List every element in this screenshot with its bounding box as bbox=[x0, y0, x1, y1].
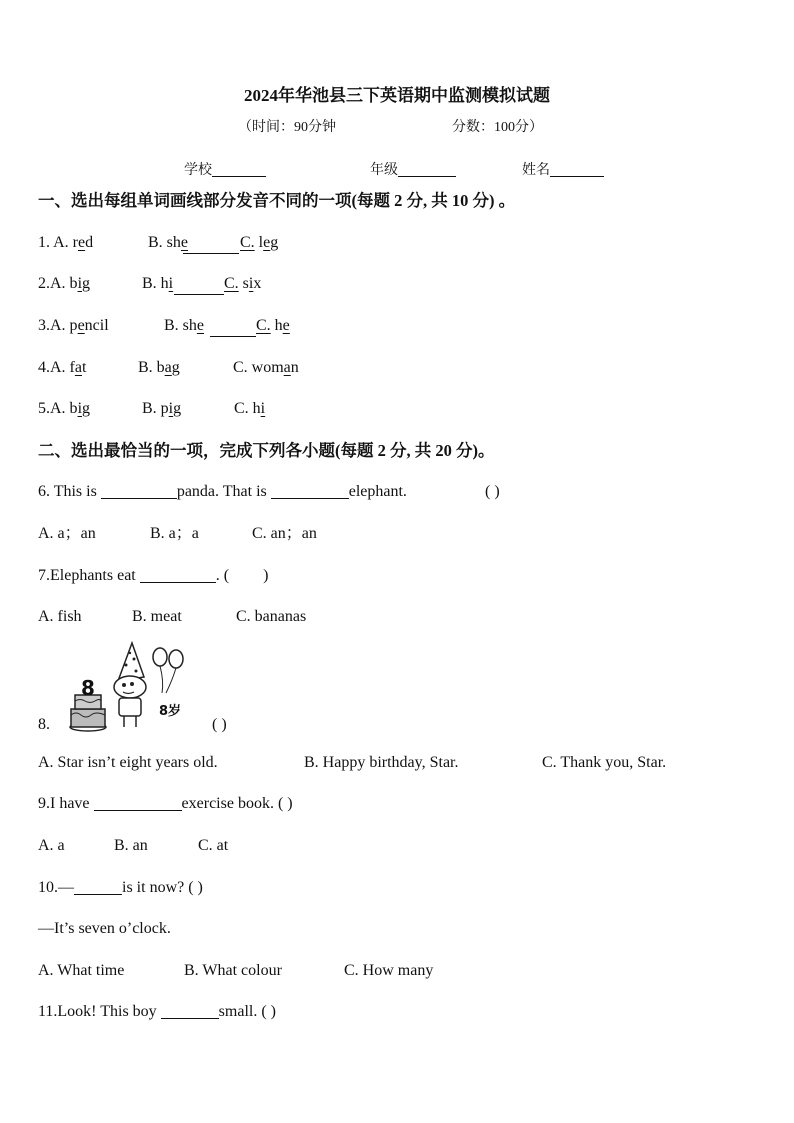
question-6-paren: ( ) bbox=[485, 483, 500, 500]
school-label: 学校 bbox=[184, 163, 212, 178]
name-field bbox=[522, 160, 604, 181]
q10-option-a[interactable]: A. What time bbox=[38, 962, 125, 979]
answer-blank[interactable] bbox=[140, 566, 216, 583]
exam-time: （时间：90分钟 bbox=[238, 120, 336, 135]
name-label: 姓名 bbox=[522, 163, 550, 178]
exam-score: 分数：100分） bbox=[452, 120, 543, 135]
question-9: 9.I have exercise book. ( ) bbox=[38, 795, 293, 812]
balloons-icon bbox=[153, 648, 183, 693]
q6-option-a[interactable]: A. a；an bbox=[38, 525, 96, 542]
q6-option-c[interactable]: C. an；an bbox=[252, 525, 317, 542]
school-blank bbox=[212, 160, 266, 177]
child-character-icon bbox=[114, 643, 146, 727]
birthday-illustration bbox=[66, 641, 190, 733]
answer-blank[interactable] bbox=[161, 1002, 219, 1019]
birthday-cake-icon bbox=[70, 676, 106, 731]
section-2-heading: 二、选出最恰当的一项，完成下列各小题(每题 2 分, 共 20 分)。 bbox=[38, 441, 495, 460]
underline-gap bbox=[183, 253, 239, 254]
age-label: 8岁 bbox=[159, 704, 182, 719]
underline-gap bbox=[210, 336, 256, 337]
q8-option-c[interactable]: C. Thank you, Star. bbox=[542, 754, 667, 771]
question-2: 2.A. big B. hi C. six bbox=[38, 274, 298, 296]
cake-number: 8 bbox=[81, 676, 95, 700]
q10-option-b[interactable]: B. What colour bbox=[184, 962, 282, 979]
q7-option-c[interactable]: C. bananas bbox=[236, 608, 307, 625]
school-field bbox=[184, 160, 266, 181]
question-11: 11.Look! This boy small. ( ) bbox=[38, 1003, 276, 1020]
section-1-heading: 一、选出每组单词画线部分发音不同的一项(每题 2 分, 共 10 分) 。 bbox=[38, 191, 516, 210]
name-blank bbox=[550, 160, 604, 177]
answer-blank[interactable] bbox=[74, 878, 122, 895]
question-10-answer: —It’s seven o’clock. bbox=[38, 920, 171, 937]
answer-blank[interactable] bbox=[271, 482, 349, 499]
q8-option-b[interactable]: B. Happy birthday, Star. bbox=[304, 754, 459, 771]
q8-option-a[interactable]: A. Star isn’t eight years old. bbox=[38, 754, 218, 771]
question-3: 3.A. pencil B. she C. he bbox=[38, 316, 318, 338]
q9-option-b[interactable]: B. an bbox=[114, 837, 148, 854]
q9-option-c[interactable]: C. at bbox=[198, 837, 229, 854]
underline-gap bbox=[174, 294, 224, 295]
q7-option-b[interactable]: B. meat bbox=[132, 608, 182, 625]
answer-blank[interactable] bbox=[101, 482, 177, 499]
question-8-paren: ( ) bbox=[212, 716, 227, 733]
question-1: 1. A. red B. she C. leg bbox=[38, 233, 298, 255]
question-4: 4.A. fat B. bag C. woman bbox=[38, 359, 299, 376]
question-7: 7.Elephants eat . ( ) bbox=[38, 567, 269, 584]
q9-option-a[interactable]: A. a bbox=[38, 837, 65, 854]
underlined-letter: e bbox=[78, 234, 86, 251]
grade-field bbox=[370, 160, 456, 181]
q6-option-b[interactable]: B. a；a bbox=[150, 525, 199, 542]
q7-option-a[interactable]: A. fish bbox=[38, 608, 82, 625]
grade-blank bbox=[398, 160, 456, 177]
page-title: 2024年华池县三下英语期中监测模拟试题 bbox=[244, 86, 550, 105]
question-5: 5.A. big B. pig C. hi bbox=[38, 400, 266, 417]
grade-label: 年级 bbox=[370, 163, 398, 178]
question-8-number: 8. bbox=[38, 716, 50, 733]
q10-option-c[interactable]: C. How many bbox=[344, 962, 434, 979]
question-10: 10.— is it now? ( ) bbox=[38, 879, 203, 896]
question-6: 6. This is panda. That is elephant. bbox=[38, 483, 407, 500]
answer-blank[interactable] bbox=[94, 794, 182, 811]
